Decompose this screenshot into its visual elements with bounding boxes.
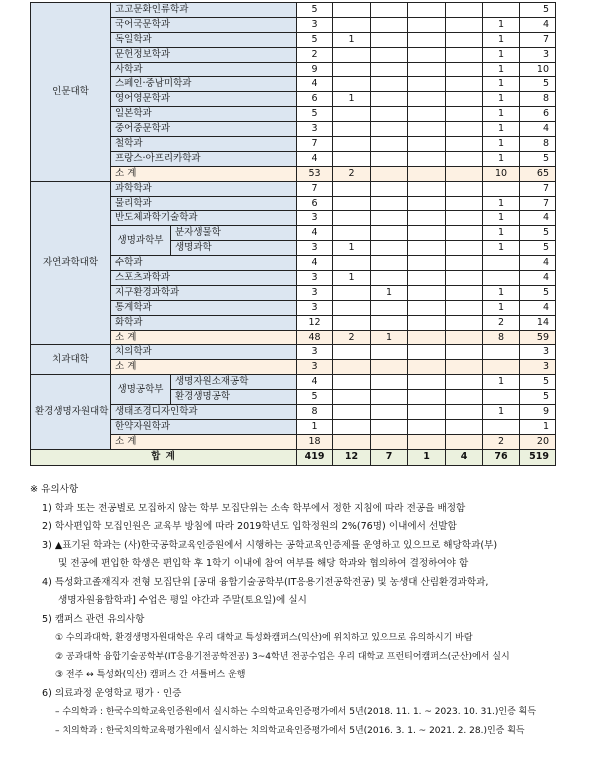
quota-cell: 5 [297, 107, 333, 122]
quota-cell [371, 256, 408, 271]
quota-cell: 1 [483, 241, 520, 256]
total-cell: 76 [483, 449, 520, 465]
quota-cell [371, 390, 408, 405]
quota-cell [408, 32, 446, 47]
note-line: 3) ▲표기된 학과는 (사)한국공학교육인증원에서 시행하는 공학교육인증제를 운영하고 있으므로 해당학과(부) [42, 539, 498, 551]
quota-cell [408, 47, 446, 62]
college-name: 환경생명자원대학 [31, 375, 111, 449]
department-name: 사학과 [111, 62, 297, 77]
department-name: 한약자원학과 [111, 419, 297, 434]
quota-cell: 7 [520, 196, 556, 211]
quota-cell [371, 211, 408, 226]
quota-cell [446, 405, 483, 420]
quota-cell [333, 151, 371, 166]
quota-cell [408, 419, 446, 434]
quota-cell: 9 [520, 405, 556, 420]
subtotal-cell: 20 [520, 434, 556, 449]
note-line: 5) 캠퍼스 관련 유의사항 [42, 613, 145, 625]
quota-cell [446, 241, 483, 256]
quota-cell [371, 345, 408, 360]
department-name: 과학학과 [111, 181, 297, 196]
subtotal-label: 소 계 [111, 330, 297, 345]
subtotal-cell: 1 [371, 330, 408, 345]
quota-cell [408, 92, 446, 107]
table-row [31, 345, 556, 360]
quota-cell [408, 390, 446, 405]
quota-cell [446, 137, 483, 152]
total-cell: 1 [408, 449, 446, 465]
department-name: 일본학과 [111, 107, 297, 122]
quota-cell: 7 [520, 32, 556, 47]
subtotal-cell: 18 [297, 434, 333, 449]
quota-cell: 1 [483, 285, 520, 300]
quota-cell: 1 [333, 92, 371, 107]
admission-quota-table [30, 2, 556, 466]
quota-cell [371, 137, 408, 152]
subtotal-cell: 48 [297, 330, 333, 345]
quota-cell [446, 32, 483, 47]
department-group: 생명과학부 [111, 226, 171, 256]
department-name: 영어영문학과 [111, 92, 297, 107]
quota-cell [371, 271, 408, 286]
quota-cell [408, 137, 446, 152]
quota-cell: 5 [520, 3, 556, 18]
quota-cell [446, 226, 483, 241]
quota-cell [446, 62, 483, 77]
notes-title: ※ 유의사항 [30, 484, 79, 495]
major-name: 생명과학 [171, 241, 297, 256]
quota-cell [333, 77, 371, 92]
quota-cell [408, 107, 446, 122]
quota-cell [446, 181, 483, 196]
quota-cell [333, 300, 371, 315]
quota-cell [333, 47, 371, 62]
quota-cell: 5 [297, 390, 333, 405]
quota-cell [446, 315, 483, 330]
quota-cell [333, 137, 371, 152]
quota-cell: 1 [333, 271, 371, 286]
quota-cell [408, 241, 446, 256]
quota-cell [408, 226, 446, 241]
subtotal-cell [333, 360, 371, 375]
department-name: 수학과 [111, 256, 297, 271]
department-name: 통계학과 [111, 300, 297, 315]
department-name: 스페인·중남미학과 [111, 77, 297, 92]
subtotal-cell [408, 360, 446, 375]
major-name: 분자생물학 [171, 226, 297, 241]
quota-cell: 5 [520, 285, 556, 300]
subtotal-cell [446, 166, 483, 181]
subtotal-cell [483, 360, 520, 375]
quota-cell: 14 [520, 315, 556, 330]
quota-cell: 3 [297, 17, 333, 32]
quota-cell: 5 [520, 241, 556, 256]
quota-cell [333, 419, 371, 434]
quota-cell: 4 [297, 375, 333, 390]
quota-cell: 1 [483, 300, 520, 315]
quota-cell [446, 211, 483, 226]
subtotal-cell: 59 [520, 330, 556, 345]
quota-cell: 9 [297, 62, 333, 77]
note-line: – 치의학과 : 한국치의학교육평가원에서 실시하는 치의학교육인증평가에서 5년(2016. 3. 1. ~ 2021. 2. 28.)인증 획득 [55, 725, 525, 736]
quota-cell: 1 [483, 62, 520, 77]
quota-cell [333, 17, 371, 32]
quota-cell [408, 196, 446, 211]
quota-cell: 7 [297, 137, 333, 152]
quota-cell: 4 [520, 211, 556, 226]
quota-cell: 3 [297, 300, 333, 315]
quota-cell: 1 [333, 32, 371, 47]
department-name: 스포츠과학과 [111, 271, 297, 286]
quota-cell: 1 [520, 419, 556, 434]
quota-cell: 4 [520, 300, 556, 315]
college-name: 자연과학대학 [31, 181, 111, 345]
quota-cell: 1 [483, 77, 520, 92]
quota-cell: 1 [483, 122, 520, 137]
quota-cell: 3 [520, 47, 556, 62]
total-cell: 7 [371, 449, 408, 465]
quota-cell [408, 122, 446, 137]
quota-cell: 5 [520, 390, 556, 405]
quota-cell [446, 390, 483, 405]
quota-cell [408, 17, 446, 32]
total-cell: 12 [333, 449, 371, 465]
quota-cell: 4 [297, 226, 333, 241]
quota-cell [408, 375, 446, 390]
quota-cell: 1 [483, 196, 520, 211]
quota-cell [446, 77, 483, 92]
quota-cell [371, 77, 408, 92]
quota-cell [333, 375, 371, 390]
subtotal-cell [446, 434, 483, 449]
quota-cell: 5 [520, 375, 556, 390]
subtotal-cell: 3 [520, 360, 556, 375]
subtotal-cell [446, 330, 483, 345]
subtotal-cell: 2 [333, 330, 371, 345]
quota-cell: 12 [297, 315, 333, 330]
quota-cell: 5 [520, 151, 556, 166]
quota-cell: 5 [520, 226, 556, 241]
quota-cell: 3 [297, 211, 333, 226]
quota-cell: 6 [297, 92, 333, 107]
quota-cell: 4 [520, 122, 556, 137]
quota-cell: 8 [297, 405, 333, 420]
subtotal-cell [446, 360, 483, 375]
department-name: 반도체과학기술학과 [111, 211, 297, 226]
quota-cell [446, 47, 483, 62]
subtotal-cell: 3 [297, 360, 333, 375]
quota-cell: 2 [297, 47, 333, 62]
quota-cell [333, 211, 371, 226]
notes-section [30, 481, 590, 736]
quota-cell [333, 3, 371, 18]
quota-cell [408, 211, 446, 226]
quota-cell [333, 390, 371, 405]
quota-cell [333, 122, 371, 137]
quota-cell [333, 226, 371, 241]
quota-cell: 1 [483, 47, 520, 62]
total-row [31, 449, 556, 465]
quota-cell [408, 3, 446, 18]
table-row [31, 181, 556, 196]
quota-cell: 4 [297, 77, 333, 92]
quota-cell [371, 151, 408, 166]
quota-cell [446, 256, 483, 271]
department-name: 지구환경과학과 [111, 285, 297, 300]
quota-cell: 1 [483, 405, 520, 420]
quota-cell [333, 107, 371, 122]
quota-cell: 3 [297, 345, 333, 360]
quota-cell [446, 196, 483, 211]
quota-cell: 1 [483, 375, 520, 390]
department-name: 독일학과 [111, 32, 297, 47]
quota-cell [371, 315, 408, 330]
quota-cell: 7 [520, 181, 556, 196]
quota-cell: 1 [483, 32, 520, 47]
quota-cell: 6 [520, 107, 556, 122]
quota-cell [483, 3, 520, 18]
major-name: 생명자원소재공학 [171, 375, 297, 390]
quota-cell [371, 375, 408, 390]
quota-cell [333, 196, 371, 211]
quota-cell: 1 [371, 285, 408, 300]
quota-cell [408, 62, 446, 77]
quota-cell [371, 122, 408, 137]
quota-cell [371, 226, 408, 241]
quota-cell [446, 107, 483, 122]
subtotal-cell [408, 330, 446, 345]
quota-cell [446, 151, 483, 166]
department-name: 생태조경디자인학과 [111, 405, 297, 420]
subtotal-cell: 8 [483, 330, 520, 345]
department-name: 중어중문학과 [111, 122, 297, 137]
quota-cell [408, 300, 446, 315]
quota-cell [371, 241, 408, 256]
major-name: 환경생명공학 [171, 390, 297, 405]
quota-cell: 3 [297, 285, 333, 300]
quota-cell: 1 [483, 137, 520, 152]
quota-cell [333, 315, 371, 330]
college-name: 인문대학 [31, 3, 111, 182]
quota-cell [408, 181, 446, 196]
department-name: 철학과 [111, 137, 297, 152]
quota-cell: 1 [483, 92, 520, 107]
quota-cell [483, 390, 520, 405]
quota-cell: 6 [297, 196, 333, 211]
quota-cell [446, 285, 483, 300]
quota-cell [483, 256, 520, 271]
quota-cell: 5 [520, 77, 556, 92]
quota-cell [483, 271, 520, 286]
quota-cell: 1 [483, 17, 520, 32]
quota-cell [483, 181, 520, 196]
quota-cell [371, 62, 408, 77]
note-line: – 수의학과 : 한국수의학교육인증원에서 실시하는 수의학교육인증평가에서 5년(2018. 11. 1. ~ 2023. 10. 31.)인증 획득 [55, 707, 537, 717]
subtotal-cell [333, 434, 371, 449]
quota-cell [483, 345, 520, 360]
quota-cell [333, 256, 371, 271]
quota-cell: 5 [297, 32, 333, 47]
subtotal-cell: 10 [483, 166, 520, 181]
quota-cell [408, 345, 446, 360]
note-line: 및 전공에 편입한 학생은 편입학 후 1학기 이내에 참여 여부를 해당 학과와 협의하여 결정하여야 함 [58, 558, 469, 569]
quota-cell: 4 [520, 17, 556, 32]
quota-cell: 3 [297, 241, 333, 256]
department-group: 생명공학부 [111, 375, 171, 405]
quota-cell [371, 419, 408, 434]
quota-cell: 2 [483, 315, 520, 330]
quota-cell [483, 419, 520, 434]
quota-cell [333, 181, 371, 196]
department-name: 치의학과 [111, 345, 297, 360]
quota-cell [371, 107, 408, 122]
quota-cell [408, 315, 446, 330]
quota-cell [371, 32, 408, 47]
quota-cell [446, 345, 483, 360]
quota-cell [408, 256, 446, 271]
total-cell: 419 [297, 449, 333, 465]
quota-cell: 4 [297, 256, 333, 271]
note-line: 1) 학과 또는 전공별로 모집하지 않는 학부 모집단위는 소속 학부에서 정한 지침에 따라 전공을 배정함 [42, 502, 466, 514]
subtotal-cell [371, 434, 408, 449]
quota-cell: 4 [520, 256, 556, 271]
quota-cell: 5 [297, 3, 333, 18]
subtotal-cell: 2 [333, 166, 371, 181]
quota-cell: 4 [520, 271, 556, 286]
quota-cell: 8 [520, 92, 556, 107]
quota-cell [408, 285, 446, 300]
department-name: 프랑스·아프리카학과 [111, 151, 297, 166]
department-name: 화학과 [111, 315, 297, 330]
quota-cell [446, 3, 483, 18]
table-row [31, 3, 556, 18]
quota-cell [408, 405, 446, 420]
quota-cell: 10 [520, 62, 556, 77]
quota-cell [371, 196, 408, 211]
college-name: 치과대학 [31, 345, 111, 375]
table-row [31, 375, 556, 390]
note-line: ③ 전주 ↔ 특성화(익산) 캠퍼스 간 셔틀버스 운행 [55, 670, 246, 680]
quota-cell [333, 285, 371, 300]
quota-cell [408, 271, 446, 286]
quota-cell [371, 3, 408, 18]
subtotal-label: 소 계 [111, 166, 297, 181]
department-name: 문헌정보학과 [111, 47, 297, 62]
quota-cell [446, 122, 483, 137]
subtotal-cell [371, 360, 408, 375]
subtotal-cell [371, 166, 408, 181]
note-line: ② 공과대학 융합기술공학부(IT응용기전공학전공) 3~4학년 전공수업은 우리 대학교 프런티어캠퍼스(군산)에서 실시 [55, 651, 510, 662]
note-line: 6) 의료과정 운영학교 평가 · 인증 [42, 687, 182, 699]
quota-cell [333, 345, 371, 360]
subtotal-label: 소 계 [111, 360, 297, 375]
quota-cell: 1 [297, 419, 333, 434]
quota-cell: 3 [520, 345, 556, 360]
subtotal-cell: 2 [483, 434, 520, 449]
quota-cell: 3 [297, 122, 333, 137]
quota-cell: 1 [333, 241, 371, 256]
subtotal-label: 소 계 [111, 434, 297, 449]
quota-cell: 1 [483, 151, 520, 166]
quota-cell [408, 77, 446, 92]
subtotal-cell [408, 166, 446, 181]
quota-cell: 1 [483, 107, 520, 122]
total-cell: 4 [446, 449, 483, 465]
quota-cell: 1 [483, 211, 520, 226]
total-label: 합 계 [31, 449, 297, 465]
department-name: 물리학과 [111, 196, 297, 211]
subtotal-cell: 65 [520, 166, 556, 181]
quota-cell [446, 92, 483, 107]
quota-cell [371, 17, 408, 32]
department-name: 국어국문학과 [111, 17, 297, 32]
quota-cell: 4 [297, 151, 333, 166]
quota-cell: 7 [297, 181, 333, 196]
quota-cell [371, 300, 408, 315]
quota-cell [371, 405, 408, 420]
quota-cell [446, 419, 483, 434]
note-line: 생명자원융합학과] 수업은 평일 야간과 주말(토요일)에 실시 [58, 595, 307, 606]
quota-cell [333, 405, 371, 420]
quota-cell [446, 271, 483, 286]
quota-cell [446, 17, 483, 32]
quota-cell [333, 62, 371, 77]
quota-cell [446, 375, 483, 390]
note-line: 2) 학사편입학 모집인원은 교육부 방침에 따라 2019학년도 입학정원의 2%(76명) 이내에서 선발함 [42, 521, 457, 532]
quota-cell: 1 [483, 226, 520, 241]
quota-cell [371, 92, 408, 107]
quota-cell [446, 300, 483, 315]
quota-cell: 8 [520, 137, 556, 152]
subtotal-cell: 53 [297, 166, 333, 181]
note-line: ① 수의과대학, 환경생명자원대학은 우리 대학교 특성화캠퍼스(익산)에 위치하고 있으므로 유의하시기 바람 [55, 633, 473, 643]
department-name: 고고문화인류학과 [111, 3, 297, 18]
quota-cell: 3 [297, 271, 333, 286]
quota-cell [371, 181, 408, 196]
quota-cell [408, 151, 446, 166]
note-line: 4) 특성화고졸재직자 전형 모집단위 [공대 융합기술공학부(IT응용기전공학전공) 및 농생대 산림환경과학과, [42, 576, 489, 588]
total-cell: 519 [520, 449, 556, 465]
subtotal-cell [408, 434, 446, 449]
quota-cell [371, 47, 408, 62]
